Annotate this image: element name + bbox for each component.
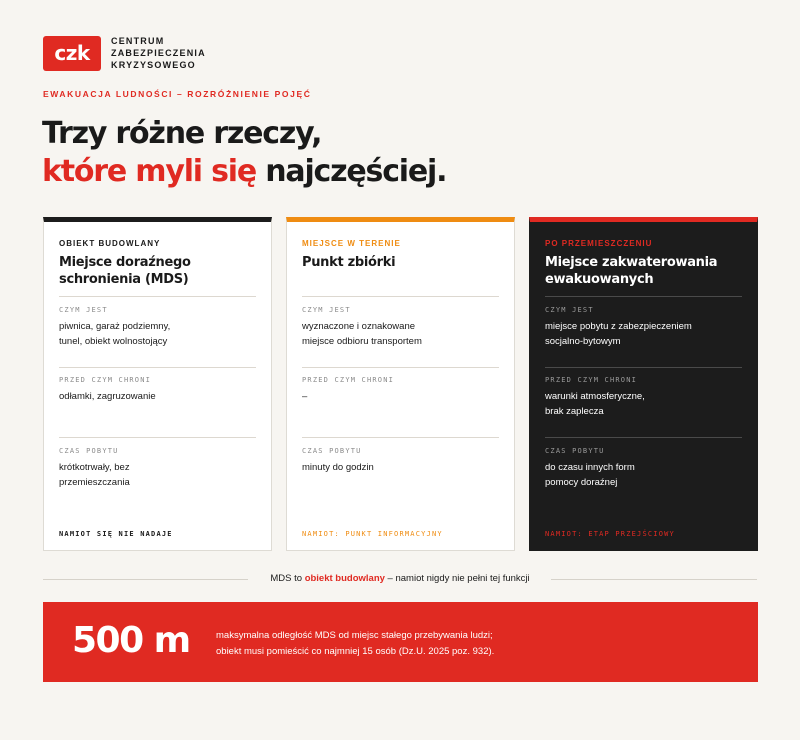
card-title (545, 254, 745, 288)
divider (302, 367, 499, 368)
label-what: CZYM JEST (545, 306, 594, 314)
divider (59, 367, 256, 368)
title-rest: najczęściej. (256, 154, 447, 189)
label-duration: CZAS POBYTU (59, 447, 119, 455)
label-what: CZYM JEST (302, 306, 351, 314)
value-line: miejsce pobytu z zabezpieczeniem (545, 321, 692, 332)
logo (43, 35, 206, 71)
divider (545, 367, 742, 368)
value-line: pomocy doraźnej (545, 477, 618, 488)
divider (302, 437, 499, 438)
value-line: wyznaczone i oznakowane (302, 321, 416, 332)
value-line: minuty do godzin (302, 462, 374, 473)
divider (59, 296, 256, 297)
value-line: brak zaplecza (545, 406, 604, 417)
title-line-1: Trzy różne rzeczy, (42, 116, 322, 151)
card-title (302, 254, 502, 271)
divider (302, 296, 499, 297)
value-line: krótkotrwały, bez (59, 462, 130, 473)
distance-value: 500 m (72, 620, 190, 661)
logo-line: CENTRUM (111, 36, 165, 46)
card-title-line: Punkt zbiórki (302, 255, 396, 270)
card-accommodation (529, 217, 758, 551)
divider (59, 437, 256, 438)
card-title-line: Miejsce zakwaterowania (545, 255, 718, 270)
value-line: do czasu innych form (545, 462, 635, 473)
logo-line: KRYZYSOWEGO (111, 60, 196, 70)
value-duration (545, 460, 745, 490)
value-line: przemieszczania (59, 477, 130, 488)
card-title-line: Miejsce doraźnego (59, 255, 191, 270)
note-highlight: obiekt budowlany (304, 573, 385, 584)
title-line-2 (42, 153, 446, 191)
divider (545, 296, 742, 297)
distance-description (216, 628, 494, 660)
label-protects: PRZED CZYM CHRONI (545, 376, 638, 384)
key-note (258, 573, 542, 584)
page-title (42, 115, 446, 191)
distance-banner (43, 602, 758, 682)
value-what (545, 319, 745, 349)
label-duration: CZAS POBYTU (302, 447, 362, 455)
logo-wordmark (111, 35, 206, 71)
value-line: odłamki, zagruzowanie (59, 391, 156, 402)
card-title (59, 254, 259, 288)
card-title-line: ewakuowanych (545, 272, 654, 287)
label-protects: PRZED CZYM CHRONI (302, 376, 395, 384)
value-what (302, 319, 502, 349)
card-title-line: schronienia (MDS) (59, 272, 189, 287)
label-what: CZYM JEST (59, 306, 108, 314)
card-footnote: NAMIOT: PUNKT INFORMACYJNY (302, 530, 443, 538)
value-line: piwnica, garaż podziemny, (59, 321, 171, 332)
note-pre: MDS to (270, 573, 305, 584)
value-protects (59, 389, 259, 404)
divider (545, 437, 742, 438)
label-protects: PRZED CZYM CHRONI (59, 376, 152, 384)
banner-line: obiekt musi pomieścić co najmniej 15 osób (Dz.U. 2025 poz. 932). (216, 646, 495, 657)
label-duration: CZAS POBYTU (545, 447, 605, 455)
card-footnote: NAMIOT SIĘ NIE NADAJE (59, 530, 173, 538)
note-post: – namiot nigdy nie pełni tej funkcji (384, 573, 530, 584)
logo-line: ZABEZPIECZENIA (111, 48, 206, 58)
card-tag: OBIEKT BUDOWLANY (59, 239, 161, 248)
card-mds (43, 217, 272, 551)
eyebrow: EWAKUACJA LUDNOŚCI – ROZRÓŻNIENIE POJĘĆ (43, 89, 312, 99)
rule-left (43, 579, 248, 580)
card-footnote: NAMIOT: ETAP PRZEJŚCIOWY (545, 530, 675, 538)
card-assembly-point (286, 217, 515, 551)
value-line: warunki atmosferyczne, (545, 391, 645, 402)
value-protects (302, 389, 502, 404)
value-line: socjalno-bytowym (545, 336, 621, 347)
card-tag: MIEJSCE W TERENIE (302, 239, 401, 248)
value-duration (59, 460, 259, 490)
value-line: miejsce odbioru transportem (302, 336, 422, 347)
value-line: – (302, 391, 308, 402)
value-protects (545, 389, 745, 419)
rule-right (551, 579, 757, 580)
value-what (59, 319, 259, 349)
card-tag: PO PRZEMIESZCZENIU (545, 239, 653, 248)
value-duration (302, 460, 502, 475)
logo-mark: czk (43, 36, 101, 71)
value-line: tunel, obiekt wolnostojący (59, 336, 168, 347)
title-highlight: które myli się (42, 154, 257, 189)
banner-line: maksymalna odległość MDS od miejsc stałego przebywania ludzi; (216, 630, 493, 641)
